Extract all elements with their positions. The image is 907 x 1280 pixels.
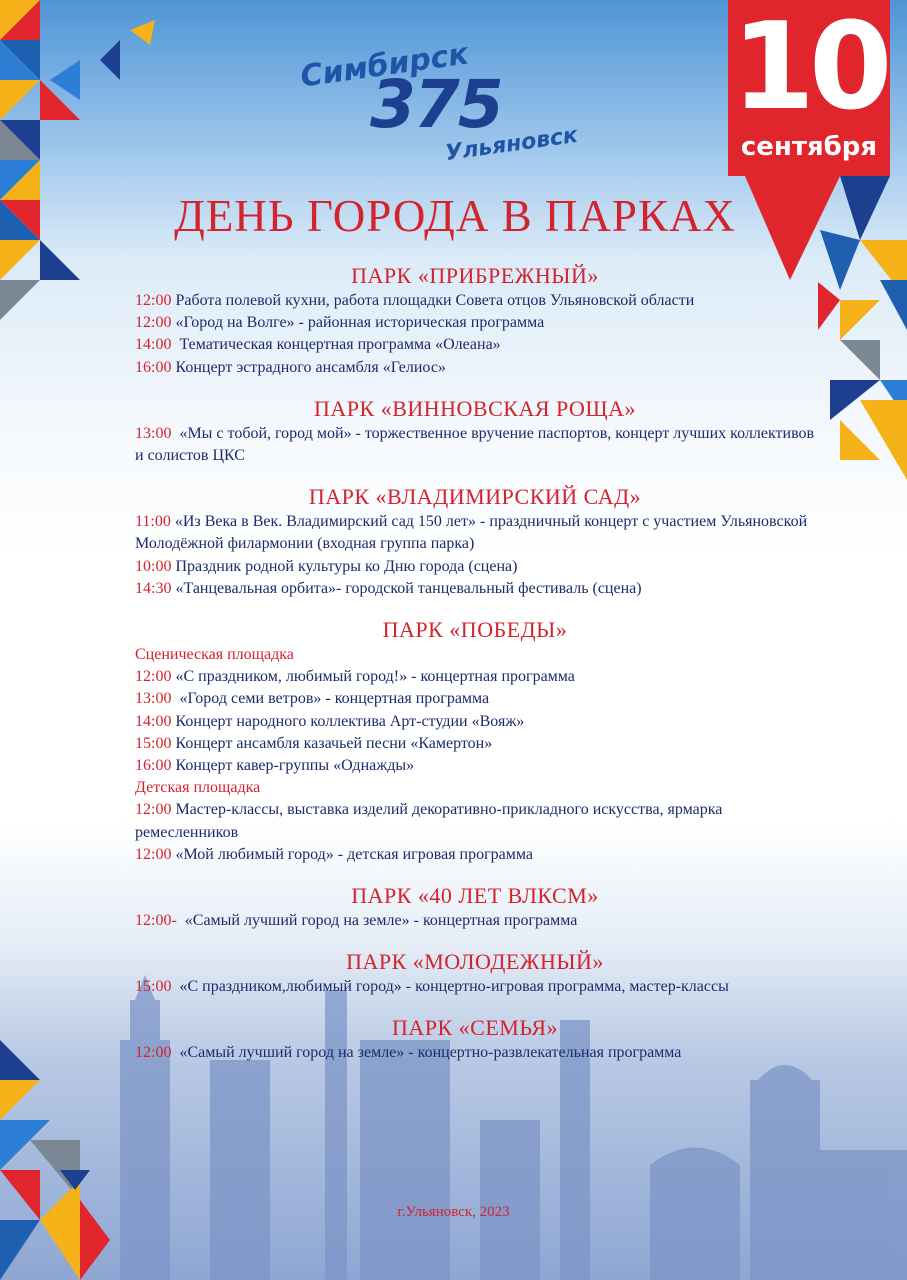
event-time: 16:00: [135, 757, 172, 775]
park-section: [135, 948, 815, 998]
logo-ulyanovsk: Ульяновск: [443, 122, 580, 167]
park-section: [135, 483, 815, 600]
event-time: 10:00: [135, 557, 172, 575]
event-description: «С праздником, любимый город!» - концертная программа: [175, 668, 575, 686]
event-time: 15:00: [135, 978, 172, 996]
event-description: «С праздником,любимый город» - концертно-игровая программа, мастер-классы: [175, 978, 729, 996]
event-description: «Город на Волге» - районная историческая программа: [175, 314, 545, 332]
venue-subheading: Сценическая площадка: [135, 646, 294, 664]
park-title: ПАРК «МОЛОДЕЖНЫЙ»: [346, 949, 604, 975]
event-description: «Мой любимый город» - детская игровая программа: [175, 845, 534, 863]
event-time: 12:00: [135, 668, 172, 686]
event-time: 16:00: [135, 358, 172, 376]
park-section: [135, 262, 815, 379]
anniversary-logo: [298, 36, 590, 180]
event-time: 12:00: [135, 801, 172, 819]
park-title: ПАРК «40 ЛЕТ ВЛКСМ»: [351, 883, 599, 909]
date-month: сентября: [740, 132, 878, 162]
event-description: Праздник родной культуры ко Дню города (сцена): [175, 557, 518, 575]
event-time: 15:00: [135, 734, 172, 752]
left-mosaic: [0, 0, 155, 320]
event-item: [135, 733, 815, 755]
event-item: [135, 711, 815, 733]
park-title: ПАРК «ВЛАДИМИРСКИЙ САД»: [308, 484, 642, 510]
event-description: «Самый лучший город на земле» - концертно-развлекательная программа: [175, 1044, 682, 1062]
event-description: Мастер-классы, выставка изделий декоративно-прикладного искусства, ярмарка ремесленников: [135, 801, 723, 841]
event-item: [135, 688, 815, 710]
event-description: Концерт ансамбля казачьей песни «Камертон»: [175, 734, 493, 752]
event-time: 11:00: [135, 513, 171, 531]
event-time: 14:00: [135, 336, 172, 354]
event-item: [135, 578, 815, 600]
event-description: «Самый лучший город на земле» - концертная программа: [180, 912, 578, 930]
park-title: ПАРК «ПОБЕДЫ»: [382, 617, 568, 643]
park-title: ПАРК «СЕМЬЯ»: [392, 1015, 558, 1041]
event-item: [135, 844, 815, 866]
logo-number: 375: [370, 66, 502, 143]
logo-simbirsk: Симбирск: [298, 36, 471, 95]
event-description: «Из Века в Век. Владимирский сад 150 лет» - праздничный концерт с участием Ульяновской Молодёжной филармонии (входная группа парка): [135, 513, 808, 553]
event-time: 13:00: [135, 690, 172, 708]
event-description: Тематическая концертная программа «Олеана»: [175, 336, 501, 354]
event-item: [135, 511, 815, 555]
event-item: [135, 910, 815, 932]
event-item: [135, 666, 815, 688]
event-item: [135, 1042, 815, 1064]
event-item: [135, 976, 815, 998]
event-item: [135, 799, 815, 843]
footer-location-year: г.Ульяновск, 2023: [397, 1204, 510, 1220]
page-title: ДЕНЬ ГОРОДА В ПАРКАХ: [174, 191, 736, 241]
event-description: Концерт народного коллектива Арт-студии «Вояж»: [175, 712, 525, 730]
event-item: [135, 357, 815, 379]
venue-subheading: Детская площадка: [135, 779, 261, 797]
event-description: «Танцевальная орбита»- городской танцевальный фестиваль (сцена): [175, 579, 642, 597]
event-description: Концерт эстрадного ансамбля «Гелиос»: [175, 358, 446, 376]
event-description: «Город семи ветров» - концертная программа: [175, 690, 490, 708]
event-item: [135, 423, 815, 467]
event-description: Концерт кавер-группы «Однажды»: [175, 757, 415, 775]
event-time: 12:00: [135, 292, 172, 309]
park-title: ПАРК «ВИННОВСКАЯ РОЩА»: [314, 395, 636, 421]
park-section: [135, 1014, 815, 1064]
event-time: 12:00: [135, 845, 172, 863]
event-item: [135, 755, 815, 777]
event-item: [135, 334, 815, 356]
schedule: [135, 262, 815, 1081]
event-item: [135, 556, 815, 578]
event-item: [135, 290, 815, 312]
date-day: 10: [731, 0, 887, 137]
park-section: [135, 395, 815, 467]
event-item: [135, 312, 815, 334]
park-section: [135, 616, 815, 866]
event-time: 14:30: [135, 579, 172, 597]
park-title: ПАРК «ПРИБРЕЖНЫЙ»: [351, 263, 599, 288]
bottom-left-mosaic: [0, 1040, 110, 1280]
event-time: 14:00: [135, 712, 172, 730]
event-time: 12:00-: [135, 912, 177, 930]
event-time: 12:00: [135, 314, 172, 332]
event-time: 12:00: [135, 1044, 172, 1062]
event-time: 13:00: [135, 424, 172, 442]
event-description: Работа полевой кухни, работа площадки Совета отцов Ульяновской области: [175, 292, 695, 309]
event-description: «Мы с тобой, город мой» - торжественное вручение паспортов, концерт лучших коллективов и солистов ЦКС: [135, 424, 815, 465]
date-badge: [728, 0, 890, 176]
park-section: [135, 882, 815, 932]
